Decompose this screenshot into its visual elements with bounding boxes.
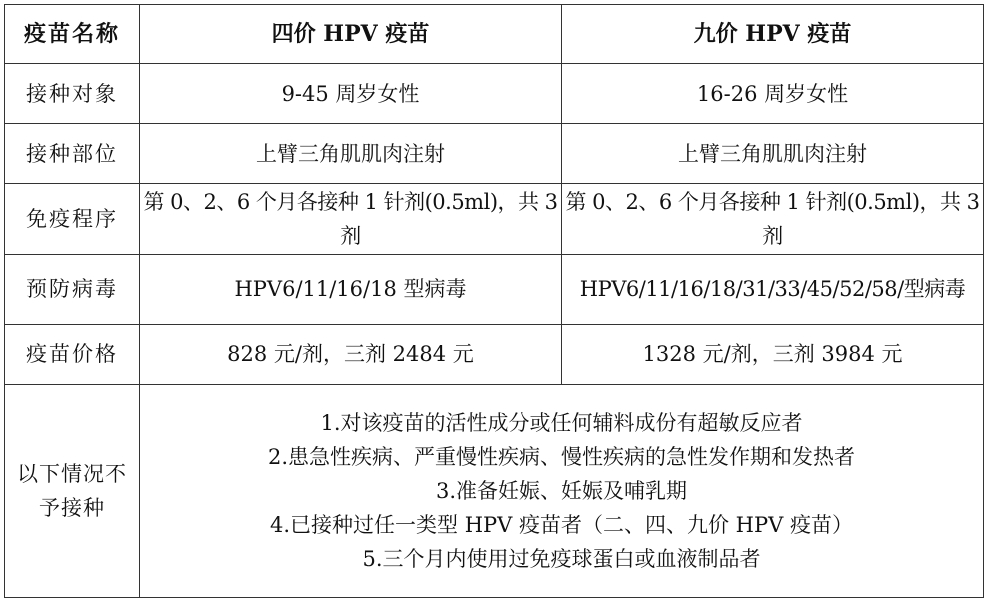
list-item: 3.准备妊娠、妊娠及哺乳期	[435, 479, 688, 503]
nonavalent-value: 上臂三角肌肌肉注射	[562, 124, 984, 184]
table-row-injection-site	[5, 124, 984, 184]
header-nonavalent-cell: 九价 HPV 疫苗	[562, 5, 984, 64]
table-row-schedule	[5, 184, 984, 254]
quadrivalent-value: 9-45 周岁女性	[140, 64, 562, 124]
list-item: 5.三个月内使用过免疫球蛋白或血液制品者	[362, 547, 761, 571]
nonavalent-value: 1328 元/剂，三剂 3984 元	[562, 324, 984, 384]
header-row	[5, 5, 984, 64]
header-label-cell: 疫苗名称	[5, 5, 140, 64]
list-item: 1.对该疫苗的活性成分或任何辅料成份有超敏反应者	[320, 411, 803, 435]
quadrivalent-value: 第 0、2、6 个月各接种 1 针剂(0.5ml)，共 3 剂	[140, 184, 562, 254]
list-item: 4.已接种过任一类型 HPV 疫苗者（二、四、九价 HPV 疫苗）	[270, 513, 853, 537]
table-row-price	[5, 324, 984, 384]
row-label: 接种部位	[5, 124, 140, 184]
table-row-viruses	[5, 254, 984, 324]
quadrivalent-value: 上臂三角肌肌肉注射	[140, 124, 562, 184]
quadrivalent-value: 828 元/剂，三剂 2484 元	[140, 324, 562, 384]
nonavalent-value: 第 0、2、6 个月各接种 1 针剂(0.5ml)，共 3 剂	[562, 184, 984, 254]
table-row-recipients	[5, 64, 984, 124]
contraindication-list	[140, 385, 984, 598]
header-quadrivalent-cell: 四价 HPV 疫苗	[140, 5, 562, 64]
quadrivalent-value: HPV6/11/16/18 型病毒	[140, 254, 562, 324]
hpv-vaccine-comparison-table	[4, 4, 984, 598]
row-label: 预防病毒	[5, 254, 140, 324]
nonavalent-value: 16-26 周岁女性	[562, 64, 984, 124]
row-label: 免疫程序	[5, 184, 140, 254]
row-label: 以下情况不予接种	[5, 385, 140, 598]
nonavalent-value: HPV6/11/16/18/31/33/45/52/58/型病毒	[562, 254, 984, 324]
list-item: 2.患急性疾病、严重慢性疾病、慢性疾病的急性发作期和发热者	[267, 445, 856, 469]
row-label: 疫苗价格	[5, 324, 140, 384]
table-row-contraindications	[5, 385, 984, 598]
row-label: 接种对象	[5, 64, 140, 124]
